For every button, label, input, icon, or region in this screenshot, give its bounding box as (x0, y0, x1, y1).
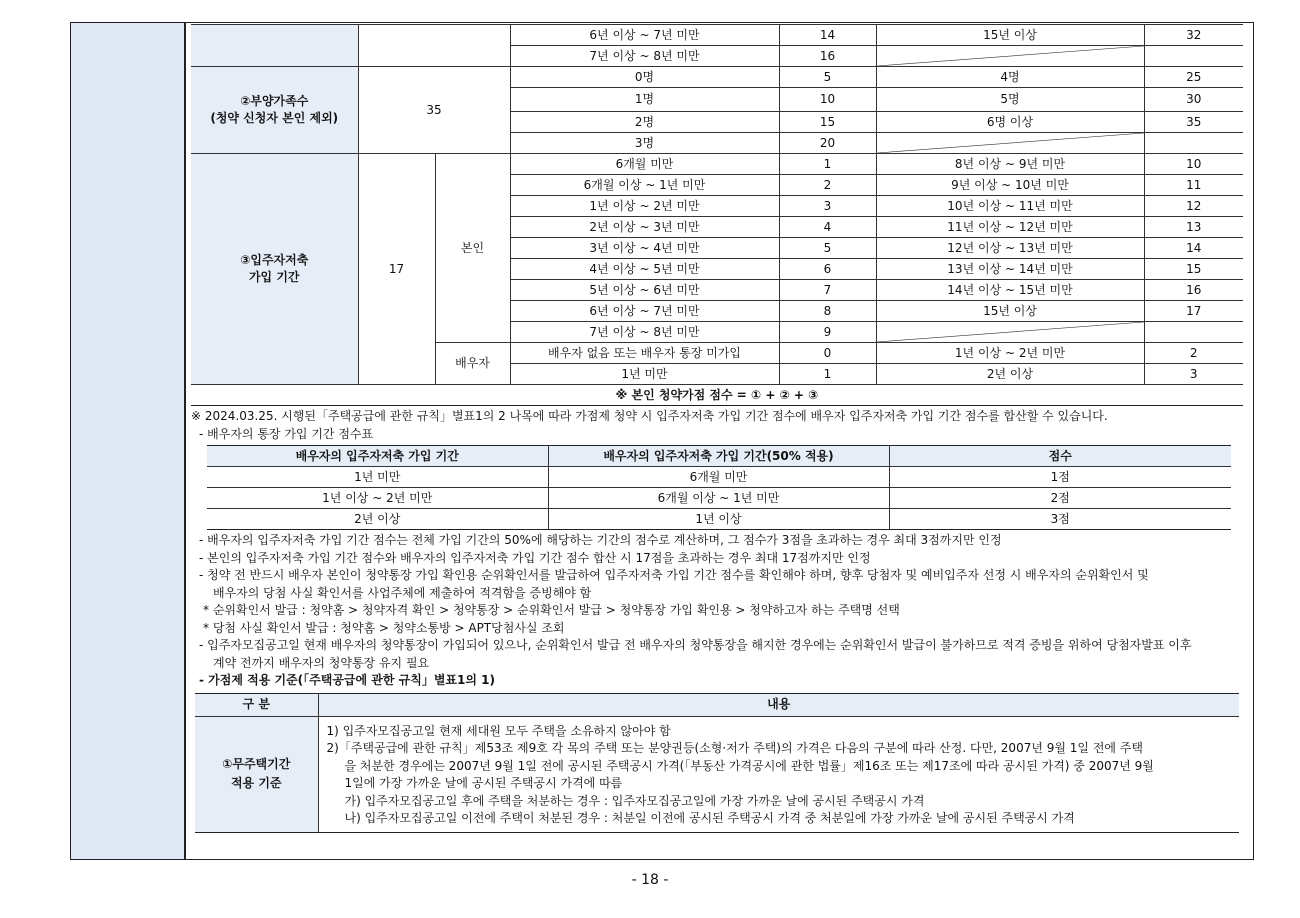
range-cell: 4년 이상 ~ 5년 미만 (510, 259, 779, 280)
table-cell: 1년 미만 (207, 467, 548, 488)
note-spouse-rule: ※ 2024.03.25. 시행된「주택공급에 관한 규칙」별표1의 2 나목에 따라 가점제 청약 시 입주자저축 가입 기간 점수에 배우자 입주자저축 가입 기간 점수를 합산할 수 있습니다. (191, 409, 1108, 423)
table-row (207, 467, 1231, 488)
range-cell: 2명 (510, 112, 779, 133)
range-cell: 14년 이상 ~ 15년 미만 (876, 280, 1144, 301)
document-content (191, 24, 1243, 833)
table-header-row (195, 693, 1239, 716)
table-row (191, 25, 1243, 46)
table-row (191, 67, 1243, 88)
range-cell: 6개월 미만 (510, 154, 779, 175)
range-cell: 6개월 이상 ~ 1년 미만 (510, 175, 779, 196)
score-cell: 14 (1144, 238, 1243, 259)
score-cell (1144, 322, 1243, 343)
score-cell: 32 (1144, 25, 1243, 46)
table-cell: 1년 이상 (548, 509, 889, 530)
score-cell: 2 (779, 175, 876, 196)
score-cell: 4 (779, 217, 876, 238)
range-cell: 2년 이상 ~ 3년 미만 (510, 217, 779, 238)
score-cell: 7 (779, 280, 876, 301)
criteria-row-label-line1: ①무주택기간 (222, 757, 291, 771)
column-header: 내용 (318, 693, 1239, 716)
score-cell: 20 (779, 133, 876, 154)
table-cell: 6개월 이상 ~ 1년 미만 (548, 488, 889, 509)
empty-diagonal-cell (876, 133, 1144, 154)
left-margin-divider (185, 23, 186, 859)
range-cell: 7년 이상 ~ 8년 미만 (510, 46, 779, 67)
range-cell: 7년 이상 ~ 8년 미만 (510, 322, 779, 343)
score-cell: 15 (1144, 259, 1243, 280)
column-header: 배우자의 입주자저축 가입 기간(50% 적용) (548, 446, 889, 467)
left-margin-column (71, 23, 185, 859)
continued-max-cell (358, 25, 510, 67)
score-cell: 16 (779, 46, 876, 67)
savings-label-line1: ③입주자저축 (240, 253, 309, 267)
table-row (207, 509, 1231, 530)
range-cell: 0명 (510, 67, 779, 88)
score-cell: 8 (779, 301, 876, 322)
range-cell: 3명 (510, 133, 779, 154)
score-cell: 14 (779, 25, 876, 46)
score-cell: 9 (779, 322, 876, 343)
score-cell: 25 (1144, 67, 1243, 88)
score-cell: 2 (1144, 343, 1243, 364)
section-heading-criteria: - 가점제 적용 기준(「주택공급에 관한 규칙」별표1의 1) (199, 673, 495, 687)
dependents-label-line1: ②부양가족수 (240, 94, 309, 108)
continued-label-cell (191, 25, 358, 67)
score-cell: 16 (1144, 280, 1243, 301)
range-cell: 15년 이상 (876, 301, 1144, 322)
range-cell: 3년 이상 ~ 4년 미만 (510, 238, 779, 259)
range-cell: 2년 이상 (876, 364, 1144, 385)
criteria-item-2-na: 나) 입주자모집공고일 이전에 주택이 처분된 경우 : 처분일 이전에 공시된 주택공시 가격 중 처분일에 가장 가까운 날에 공시된 주택공시 가격 (344, 811, 1075, 825)
table-cell: 2년 이상 (207, 509, 548, 530)
criteria-item-1: 1) 입주자모집공고일 현재 세대원 모두 주택을 소유하지 않아야 함 (326, 723, 671, 738)
range-cell: 8년 이상 ~ 9년 미만 (876, 154, 1144, 175)
score-cell: 30 (1144, 88, 1243, 112)
note-spouse-table-title: - 배우자의 통장 가입 기간 점수표 (199, 426, 374, 441)
dependents-label-line2: (청약 신청자 본인 제외) (210, 111, 339, 125)
total-score-formula: ※ 본인 청약가점 점수 = ① + ② + ③ (191, 385, 1243, 406)
range-cell: 4명 (876, 67, 1144, 88)
score-cell: 5 (779, 67, 876, 88)
bullet-rank-certificate-cont: 배우자의 당첨 사실 확인서를 사업주체에 제출하여 적격함을 증빙해야 함 (213, 585, 592, 600)
column-header: 점수 (889, 446, 1231, 467)
dependents-label (191, 67, 358, 154)
bullet-keep-account: - 입주자모집공고일 현재 배우자의 청약통장이 가입되어 있으나, 순위확인서 발급 전 배우자의 청약통장을 해지한 경우에는 순위확인서 발급이 불가하므로 적격 증빙을 위하여 당첨자발표 이후 (199, 638, 1192, 652)
range-cell: 6년 이상 ~ 7년 미만 (510, 25, 779, 46)
savings-label (191, 154, 358, 385)
range-cell: 1년 이상 ~ 2년 미만 (510, 196, 779, 217)
range-cell: 6년 이상 ~ 7년 미만 (510, 301, 779, 322)
criteria-row-label (195, 716, 318, 832)
column-header: 구 분 (195, 693, 318, 716)
criteria-item-2-cont2: 1일에 가장 가까운 날에 공시된 주택공시 가격에 따름 (344, 776, 623, 790)
bullet-keep-account-cont: 계약 전까지 배우자의 청약통장 유지 필요 (213, 655, 430, 670)
range-cell: 6명 이상 (876, 112, 1144, 133)
score-cell: 10 (1144, 154, 1243, 175)
range-cell: 배우자 없음 또는 배우자 통장 미가입 (510, 343, 779, 364)
empty-diagonal-cell (876, 322, 1144, 343)
self-label: 본인 (435, 154, 510, 343)
score-table (191, 24, 1243, 385)
table-cell: 6개월 미만 (548, 467, 889, 488)
empty-diagonal-cell (876, 46, 1144, 67)
score-cell: 15 (779, 112, 876, 133)
table-header-row (207, 446, 1231, 467)
bullet-rank-certificate: - 청약 전 반드시 배우자 본인이 청약통장 가입 확인용 순위확인서를 발급하여 입주자저축 가입 기간 점수를 확인해야 하며, 향후 당첨자 및 예비입주자 선정 시 배우자의 순위확인서 및 (199, 568, 1149, 582)
score-cell: 11 (1144, 175, 1243, 196)
range-cell: 15년 이상 (876, 25, 1144, 46)
criteria-item-2-cont1: 을 처분한 경우에는 2007년 9월 1일 전에 공시된 주택공시 가격(「부동산 가격공시에 관한 법률」제16조 또는 제17조에 따라 공시된 가격) 중 2007년 9월 (344, 758, 1154, 773)
score-cell (1144, 133, 1243, 154)
range-cell: 1년 미만 (510, 364, 779, 385)
table-cell: 1점 (889, 467, 1231, 488)
table-row (195, 716, 1239, 832)
criteria-content (318, 716, 1239, 832)
table-cell: 3점 (889, 509, 1231, 530)
score-cell: 1 (779, 364, 876, 385)
table-cell: 2점 (889, 488, 1231, 509)
page-number: - 18 - (631, 872, 669, 888)
score-cell: 12 (1144, 196, 1243, 217)
range-cell: 1년 이상 ~ 2년 미만 (876, 343, 1144, 364)
range-cell: 5명 (876, 88, 1144, 112)
score-cell: 13 (1144, 217, 1243, 238)
range-cell: 10년 이상 ~ 11년 미만 (876, 196, 1144, 217)
table-cell: 1년 이상 ~ 2년 미만 (207, 488, 548, 509)
score-cell: 35 (1144, 112, 1243, 133)
savings-label-line2: 가입 기간 (248, 270, 300, 284)
range-cell: 11년 이상 ~ 12년 미만 (876, 217, 1144, 238)
criteria-item-2: 2)「주택공급에 관한 규칙」제53조 제9호 각 목의 주택 또는 분양권등(소형·저가 주택)의 가격은 다음의 구분에 따라 산정. 다만, 2007년 9월 1일 전에 주택 (326, 741, 1144, 755)
column-header: 배우자의 입주자저축 가입 기간 (207, 446, 548, 467)
bullet-rank-cert-path: * 순위확인서 발급 : 청약홈 > 청약자격 확인 > 청약통장 > 순위확인서 발급 > 청약통장 가입 확인용 > 청약하고자 하는 주택명 선택 (203, 603, 900, 617)
range-cell: 9년 이상 ~ 10년 미만 (876, 175, 1144, 196)
dependents-max-score: 35 (358, 67, 510, 154)
score-cell: 3 (1144, 364, 1243, 385)
bullet-spouse-50pct: - 배우자의 입주자저축 가입 기간 점수는 전체 가입 기간의 50%에 해당하는 기간의 점수로 계산하며, 그 점수가 3점을 초과하는 경우 최대 3점까지만 인정 (199, 533, 1002, 547)
table-row (207, 488, 1231, 509)
bullet-winning-cert-path: * 당첨 사실 확인서 발급 : 청약홈 > 청약소통방 > APT당첨사실 조회 (203, 620, 565, 635)
criteria-row-label-line2: 적용 기준 (230, 776, 282, 790)
score-cell: 1 (779, 154, 876, 175)
score-cell: 17 (1144, 301, 1243, 322)
range-cell: 5년 이상 ~ 6년 미만 (510, 280, 779, 301)
score-cell: 0 (779, 343, 876, 364)
table-row (191, 154, 1243, 175)
criteria-item-2-ga: 가) 입주자모집공고일 후에 주택을 처분하는 경우 : 입주자모집공고일에 가장 가까운 날에 공시된 주택공시 가격 (344, 793, 925, 808)
criteria-table (195, 693, 1239, 833)
score-cell: 10 (779, 88, 876, 112)
range-cell: 12년 이상 ~ 13년 미만 (876, 238, 1144, 259)
score-cell: 3 (779, 196, 876, 217)
spouse-score-table (207, 445, 1231, 530)
score-cell: 5 (779, 238, 876, 259)
savings-max-score: 17 (358, 154, 435, 385)
score-cell: 6 (779, 259, 876, 280)
bullet-17pt-cap: - 본인의 입주자저축 가입 기간 점수와 배우자의 입주자저축 가입 기간 점수 합산 시 17점을 초과하는 경우 최대 17점까지만 인정 (199, 550, 871, 565)
range-cell: 13년 이상 ~ 14년 미만 (876, 259, 1144, 280)
score-cell (1144, 46, 1243, 67)
spouse-label: 배우자 (435, 343, 510, 385)
range-cell: 1명 (510, 88, 779, 112)
